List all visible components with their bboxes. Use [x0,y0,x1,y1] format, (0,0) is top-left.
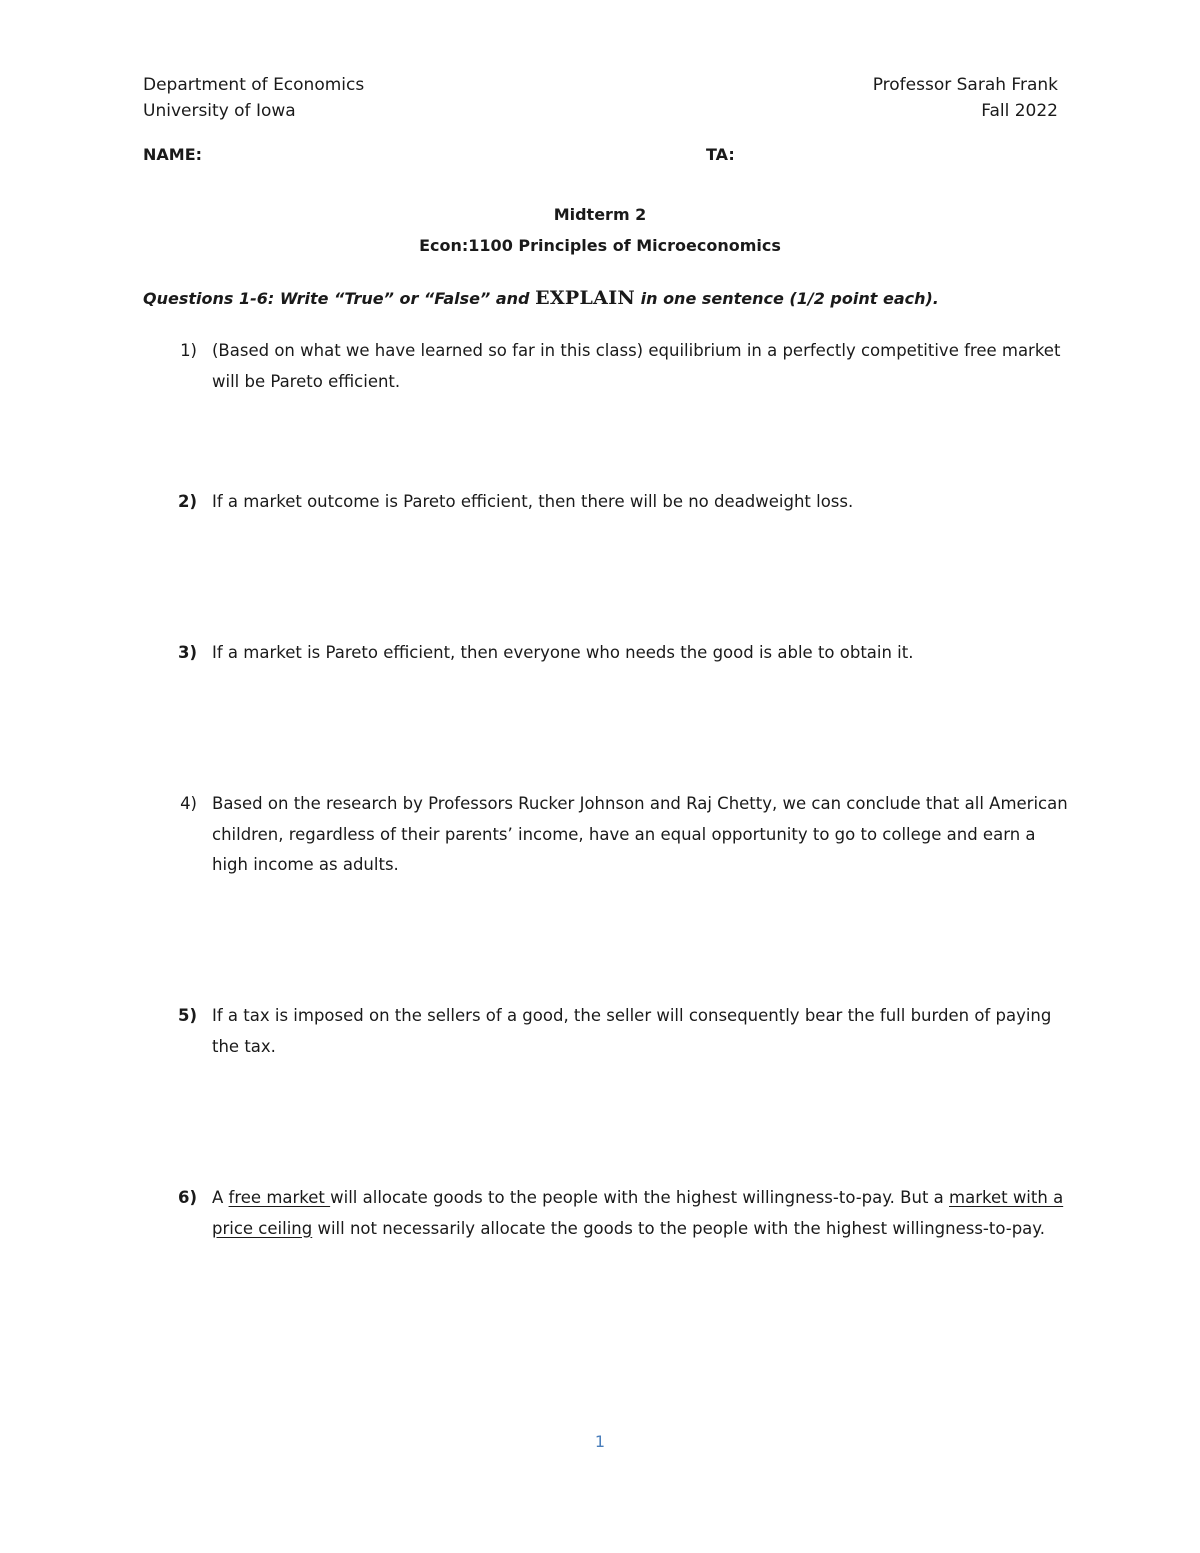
exam-title: Midterm 2 [553,205,647,224]
question-text: If a market outcome is Pareto efficient, then there will be no deadweight loss. [212,492,854,511]
question-number: 1) [180,341,197,360]
instructions-after: in one sentence (1/2 point each). [635,289,939,308]
question-text: Based on the research by Professors Rucker Johnson and Raj Chetty, we can conclude that all American children, regardless of their parents’ income, have an equal opportunity to go to college and earn a high income as adults. [212,794,1068,874]
name-label: NAME: [143,145,203,164]
question-number: 5) [177,1006,197,1025]
department: Department of Economics [143,75,365,95]
q6-underline-free-market: free market [228,1188,331,1207]
question-number: 6) [177,1188,197,1207]
q6-underline-price-ceiling: market with a price ceiling [212,1188,1064,1238]
q6-part2: will allocate goods to the people with the highest willingness-to-pay. But a [330,1188,950,1207]
question-text: If a tax is imposed on the sellers of a good, the seller will consequently bear the full burden of paying the tax. [212,1006,1052,1056]
question-text: If a market is Pareto efficient, then everyone who needs the good is able to obtain it. [212,643,914,662]
q6-part3: will not necessarily allocate the goods to the people with the highest willingness-to-pay. [312,1218,1045,1238]
semester: Fall 2022 [981,101,1058,121]
header-left [143,72,364,124]
instructions-before: Questions 1-6: Write “True” or “False” and [143,289,536,308]
question-number: 2) [177,492,197,511]
page-number: 1 [594,1432,606,1451]
ta-label: TA: [706,145,735,164]
instructions-emphasis: EXPLAIN [535,287,636,309]
instructions [143,287,939,309]
university: University of Iowa [143,101,296,121]
professor: Professor Sarah Frank [872,75,1058,95]
question-number: 3) [177,643,197,662]
question-text [212,1183,1072,1244]
q6-part1: A [212,1188,229,1207]
question-number: 4) [180,794,197,813]
question-text: (Based on what we have learned so far in this class) equilibrium in a perfectly competitive free market will be Pareto efficient. [212,341,1061,391]
header-right [873,72,1058,124]
course-title: Econ:1100 Principles of Microeconomics [419,236,781,255]
